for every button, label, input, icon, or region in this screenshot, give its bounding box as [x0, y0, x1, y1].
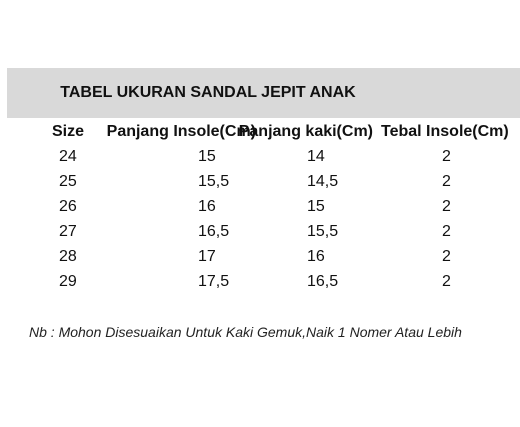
cell-foot-length: 16,5: [307, 273, 339, 290]
header-foot-length: [238, 120, 373, 144]
header-insole-length-text: Panjang Insole(Cm): [106, 123, 256, 140]
table-title: TABEL UKURAN SANDAL JEPIT ANAK: [60, 84, 356, 101]
cell-foot-length: 16: [307, 248, 325, 265]
cell-size: 27: [59, 223, 77, 240]
cell-foot-length: 15: [307, 198, 325, 215]
header-size: Size: [52, 123, 85, 140]
table-row: [0, 144, 520, 169]
cell-size: 24: [59, 148, 77, 165]
cell-insole-thickness: 2: [442, 273, 451, 290]
cell-size: 29: [59, 273, 77, 290]
cell-size: 26: [59, 198, 77, 215]
header-foot-length-text: Panjang kaki(Cm): [238, 123, 373, 140]
cell-insole-length: 17: [198, 248, 216, 265]
cell-insole-thickness: 2: [442, 148, 451, 165]
table-row: [0, 194, 520, 219]
cell-insole-length: 16,5: [198, 223, 230, 240]
cell-insole-thickness: 2: [442, 198, 451, 215]
cell-foot-length: 15,5: [307, 223, 339, 240]
table-row: [0, 169, 520, 194]
cell-size: 25: [59, 173, 77, 190]
cell-insole-thickness: 2: [442, 223, 451, 240]
cell-insole-thickness: 2: [442, 173, 451, 190]
cell-foot-length: 14: [307, 148, 325, 165]
cell-insole-thickness: 2: [442, 248, 451, 265]
cell-insole-length: 16: [198, 198, 216, 215]
cell-foot-length: 14,5: [307, 173, 339, 190]
table-row: [0, 219, 520, 244]
header-insole-thickness: Tebal Insole(Cm): [381, 123, 509, 140]
cell-insole-length: 15,5: [198, 173, 230, 190]
cell-insole-length: 17,5: [198, 273, 230, 290]
cell-insole-length: 15: [198, 148, 216, 165]
table-row: [0, 269, 520, 294]
cell-size: 28: [59, 248, 77, 265]
footnote: Nb : Mohon Disesuaikan Untuk Kaki Gemuk,Naik 1 Nomer Atau Lebih: [29, 324, 462, 340]
table-row: [0, 244, 520, 269]
header-insole-length: [106, 120, 256, 144]
